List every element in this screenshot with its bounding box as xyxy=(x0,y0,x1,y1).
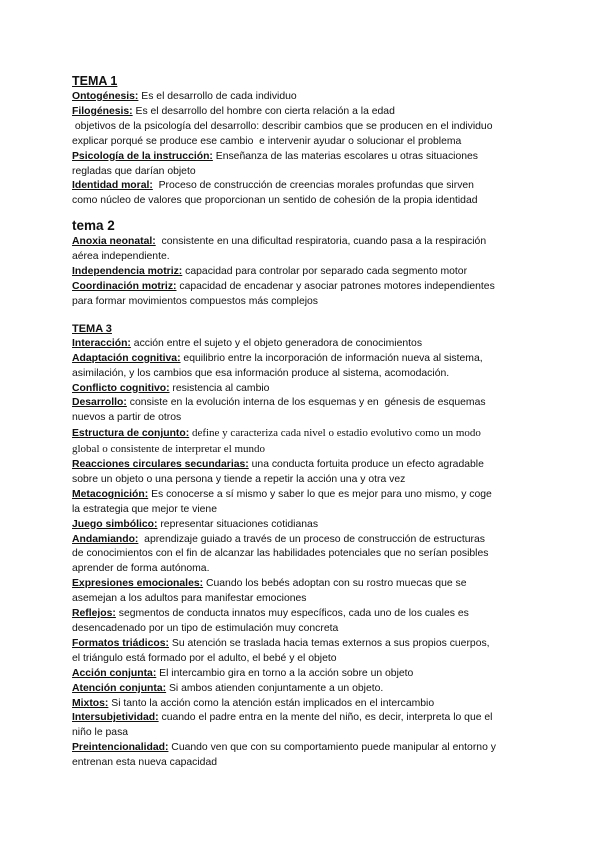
continuation-line xyxy=(72,592,542,607)
section-heading-tema1: TEMA 1 xyxy=(72,74,118,88)
continuation-text: explicar porqué se produce ese cambio e intervenir ayudar o solucionar el problema xyxy=(72,135,462,147)
definition-term: Coordinación motriz: xyxy=(72,280,177,292)
definition-term: Formatos triádicos: xyxy=(72,637,169,649)
continuation-line xyxy=(72,473,542,488)
definition-line xyxy=(72,488,542,503)
definition-term: Mixtos: xyxy=(72,697,109,709)
definition-line xyxy=(72,337,542,352)
definition-term: Psicología de la instrucción: xyxy=(72,150,213,162)
continuation-text: aprender de forma autónoma. xyxy=(72,563,210,575)
definition-line xyxy=(72,458,542,473)
continuation-line xyxy=(72,622,542,637)
continuation-text: asemejan a los adultos para manifestar emociones xyxy=(72,593,307,605)
definition-text: El intercambio gira en torno a la acción sobre un objeto xyxy=(156,667,414,679)
definition-line xyxy=(72,280,542,295)
continuation-line xyxy=(72,562,542,577)
definition-text: consiste en la evolución interna de los esquemas y en génesis de esquemas xyxy=(126,397,486,409)
continuation-text: objetivos de la psicología del desarrollo: describir cambios que se producen en el individuo xyxy=(72,120,493,132)
continuation-line xyxy=(72,120,542,135)
definition-line xyxy=(72,382,542,397)
definition-line xyxy=(72,90,542,105)
definition-text: Es el desarrollo de cada individuo xyxy=(138,91,297,102)
definition-line xyxy=(72,426,542,442)
section-tema1 xyxy=(72,90,542,209)
definition-line xyxy=(72,682,542,697)
continuation-text: global o consistente de interpretar el mundo xyxy=(72,443,266,456)
definition-line xyxy=(72,667,542,682)
definition-text: representar situaciones cotidianas xyxy=(157,518,319,530)
definition-text: Es conocerse a sí mismo y saber lo que es mejor para uno mismo, y coge xyxy=(148,488,492,500)
definition-text: cuando el padre entra en la mente del niño, es decir, interpreta lo que el xyxy=(158,712,493,724)
definition-term: Filogénesis: xyxy=(72,105,133,117)
definition-term: Atención conjunta: xyxy=(72,682,167,694)
definition-term: Andamiando: xyxy=(72,533,139,545)
definition-text: capacidad para controlar por separado cada segmento motor xyxy=(182,266,468,278)
definition-line xyxy=(72,607,542,622)
continuation-text: nuevos a partir de otros xyxy=(72,412,182,424)
definition-line xyxy=(72,396,542,411)
definition-text: consistente en una dificultad respiratoria, cuando pasa a la respiración xyxy=(155,236,487,248)
continuation-text: el triángulo está formado por el adulto, el bebé y el objeto xyxy=(72,652,337,664)
definition-text: Su atención se traslada hacia temas externos a sus propios cuerpos, xyxy=(169,637,490,649)
definition-term: Ontogénesis: xyxy=(72,91,139,102)
definition-term: Adaptación cognitiva: xyxy=(72,352,181,364)
continuation-text: sobre un objeto o una persona y tiende a repetir la acción una y otra vez xyxy=(72,473,406,485)
continuation-text: niño le pasa xyxy=(72,727,129,739)
continuation-line xyxy=(72,726,542,741)
definition-line xyxy=(72,577,542,592)
continuation-line xyxy=(72,367,542,382)
continuation-line xyxy=(72,194,542,209)
definition-term: Estructura de conjunto: xyxy=(72,428,190,440)
section-heading-tema3: TEMA 3 xyxy=(72,322,112,335)
section-heading-tema2: tema 2 xyxy=(72,218,115,234)
continuation-line xyxy=(72,442,542,458)
continuation-line xyxy=(72,756,542,771)
definition-text: Cuando los bebés adoptan con su rostro muecas que se xyxy=(203,578,467,590)
definition-term: Desarrollo: xyxy=(72,397,127,409)
definition-text: Proceso de construcción de creencias morales profundas que sirven xyxy=(152,180,474,192)
definition-line xyxy=(72,235,542,250)
continuation-line xyxy=(72,135,542,150)
continuation-line xyxy=(72,652,542,667)
continuation-text: asimilación, y los cambios que esa información produce al sistema, acomodación. xyxy=(72,367,450,379)
continuation-text: desencadenado por un tipo de estimulación muy concreta xyxy=(72,623,339,634)
definition-term: Anoxia neonatal: xyxy=(72,236,156,248)
definition-text: Enseñanza de las materias escolares u otras situaciones xyxy=(212,150,478,162)
definition-text: capacidad de encadenar y asociar patrones motores independientes xyxy=(176,280,495,292)
continuation-text: regladas que darían objeto xyxy=(72,165,196,177)
continuation-text: para formar movimientos compuestos más complejos xyxy=(72,295,319,307)
definition-text: segmentos de conducta innatos muy específicos, cada uno de los cuales es xyxy=(115,608,469,620)
definition-term: Preintencionalidad: xyxy=(72,742,169,754)
definition-text: define y caracteriza cada nivel o estadio evolutivo como un modo xyxy=(189,427,481,440)
definition-line xyxy=(72,518,542,533)
definition-line xyxy=(72,697,542,712)
continuation-line xyxy=(72,503,542,518)
definition-text: Cuando ven que con su comportamiento puede manipular al entorno y xyxy=(168,742,496,754)
continuation-text: la estrategia que mejor te viene xyxy=(72,503,217,515)
definition-line xyxy=(72,711,542,726)
definition-line xyxy=(72,179,542,194)
definition-text: aprendizaje guiado a través de un proceso de construcción de estructuras xyxy=(138,533,485,545)
definition-term: Reacciones circulares secundarias: xyxy=(72,459,249,471)
document-page xyxy=(72,72,542,771)
definition-term: Expresiones emocionales: xyxy=(72,578,204,590)
definition-text: resistencia al cambio xyxy=(169,382,270,394)
definition-term: Interacción: xyxy=(72,337,131,349)
definition-text: acción entre el sujeto y el objeto generadora de conocimientos xyxy=(130,337,423,349)
continuation-text: como núcleo de valores que proporcionan un sentido de cohesión de la propia identidad xyxy=(72,195,478,207)
definition-term: Independencia motriz: xyxy=(72,266,183,278)
continuation-text: aérea independiente. xyxy=(72,251,170,263)
definition-term: Juego simbólico: xyxy=(72,518,158,530)
definition-line xyxy=(72,637,542,652)
definition-line xyxy=(72,533,542,548)
section-tema3 xyxy=(72,337,542,771)
definition-term: Acción conjunta: xyxy=(72,667,157,679)
definition-text: equilibrio entre la incorporación de información nueva al sistema, xyxy=(180,352,483,364)
continuation-line xyxy=(72,411,542,426)
continuation-text: entrenan esta nueva capacidad xyxy=(72,757,218,769)
continuation-line xyxy=(72,547,542,562)
continuation-line xyxy=(72,295,542,310)
definition-term: Intersubjetividad: xyxy=(72,712,159,724)
definition-line xyxy=(72,352,542,367)
definition-term: Metacognición: xyxy=(72,488,149,500)
continuation-text: de conocimientos con el fin de alcanzar las habilidades potenciales que no serían posibles xyxy=(72,548,489,560)
definition-text: Si ambos atienden conjuntamente a un objeto. xyxy=(166,682,384,694)
definition-line xyxy=(72,265,542,280)
definition-term: Reflejos: xyxy=(72,608,116,620)
definition-text: Si tanto la acción como la atención están implicados en el intercambio xyxy=(108,697,435,709)
continuation-line xyxy=(72,165,542,180)
definition-text: una conducta fortuita produce un efecto agradable xyxy=(248,459,484,471)
definition-line xyxy=(72,741,542,756)
definition-term: Identidad moral: xyxy=(72,180,153,192)
definition-text: Es el desarrollo del hombre con cierta relación a la edad xyxy=(132,105,395,117)
definition-line xyxy=(72,150,542,165)
section-tema2 xyxy=(72,235,542,310)
definition-line xyxy=(72,105,542,120)
definition-term: Conflicto cognitivo: xyxy=(72,382,170,394)
continuation-line xyxy=(72,250,542,265)
